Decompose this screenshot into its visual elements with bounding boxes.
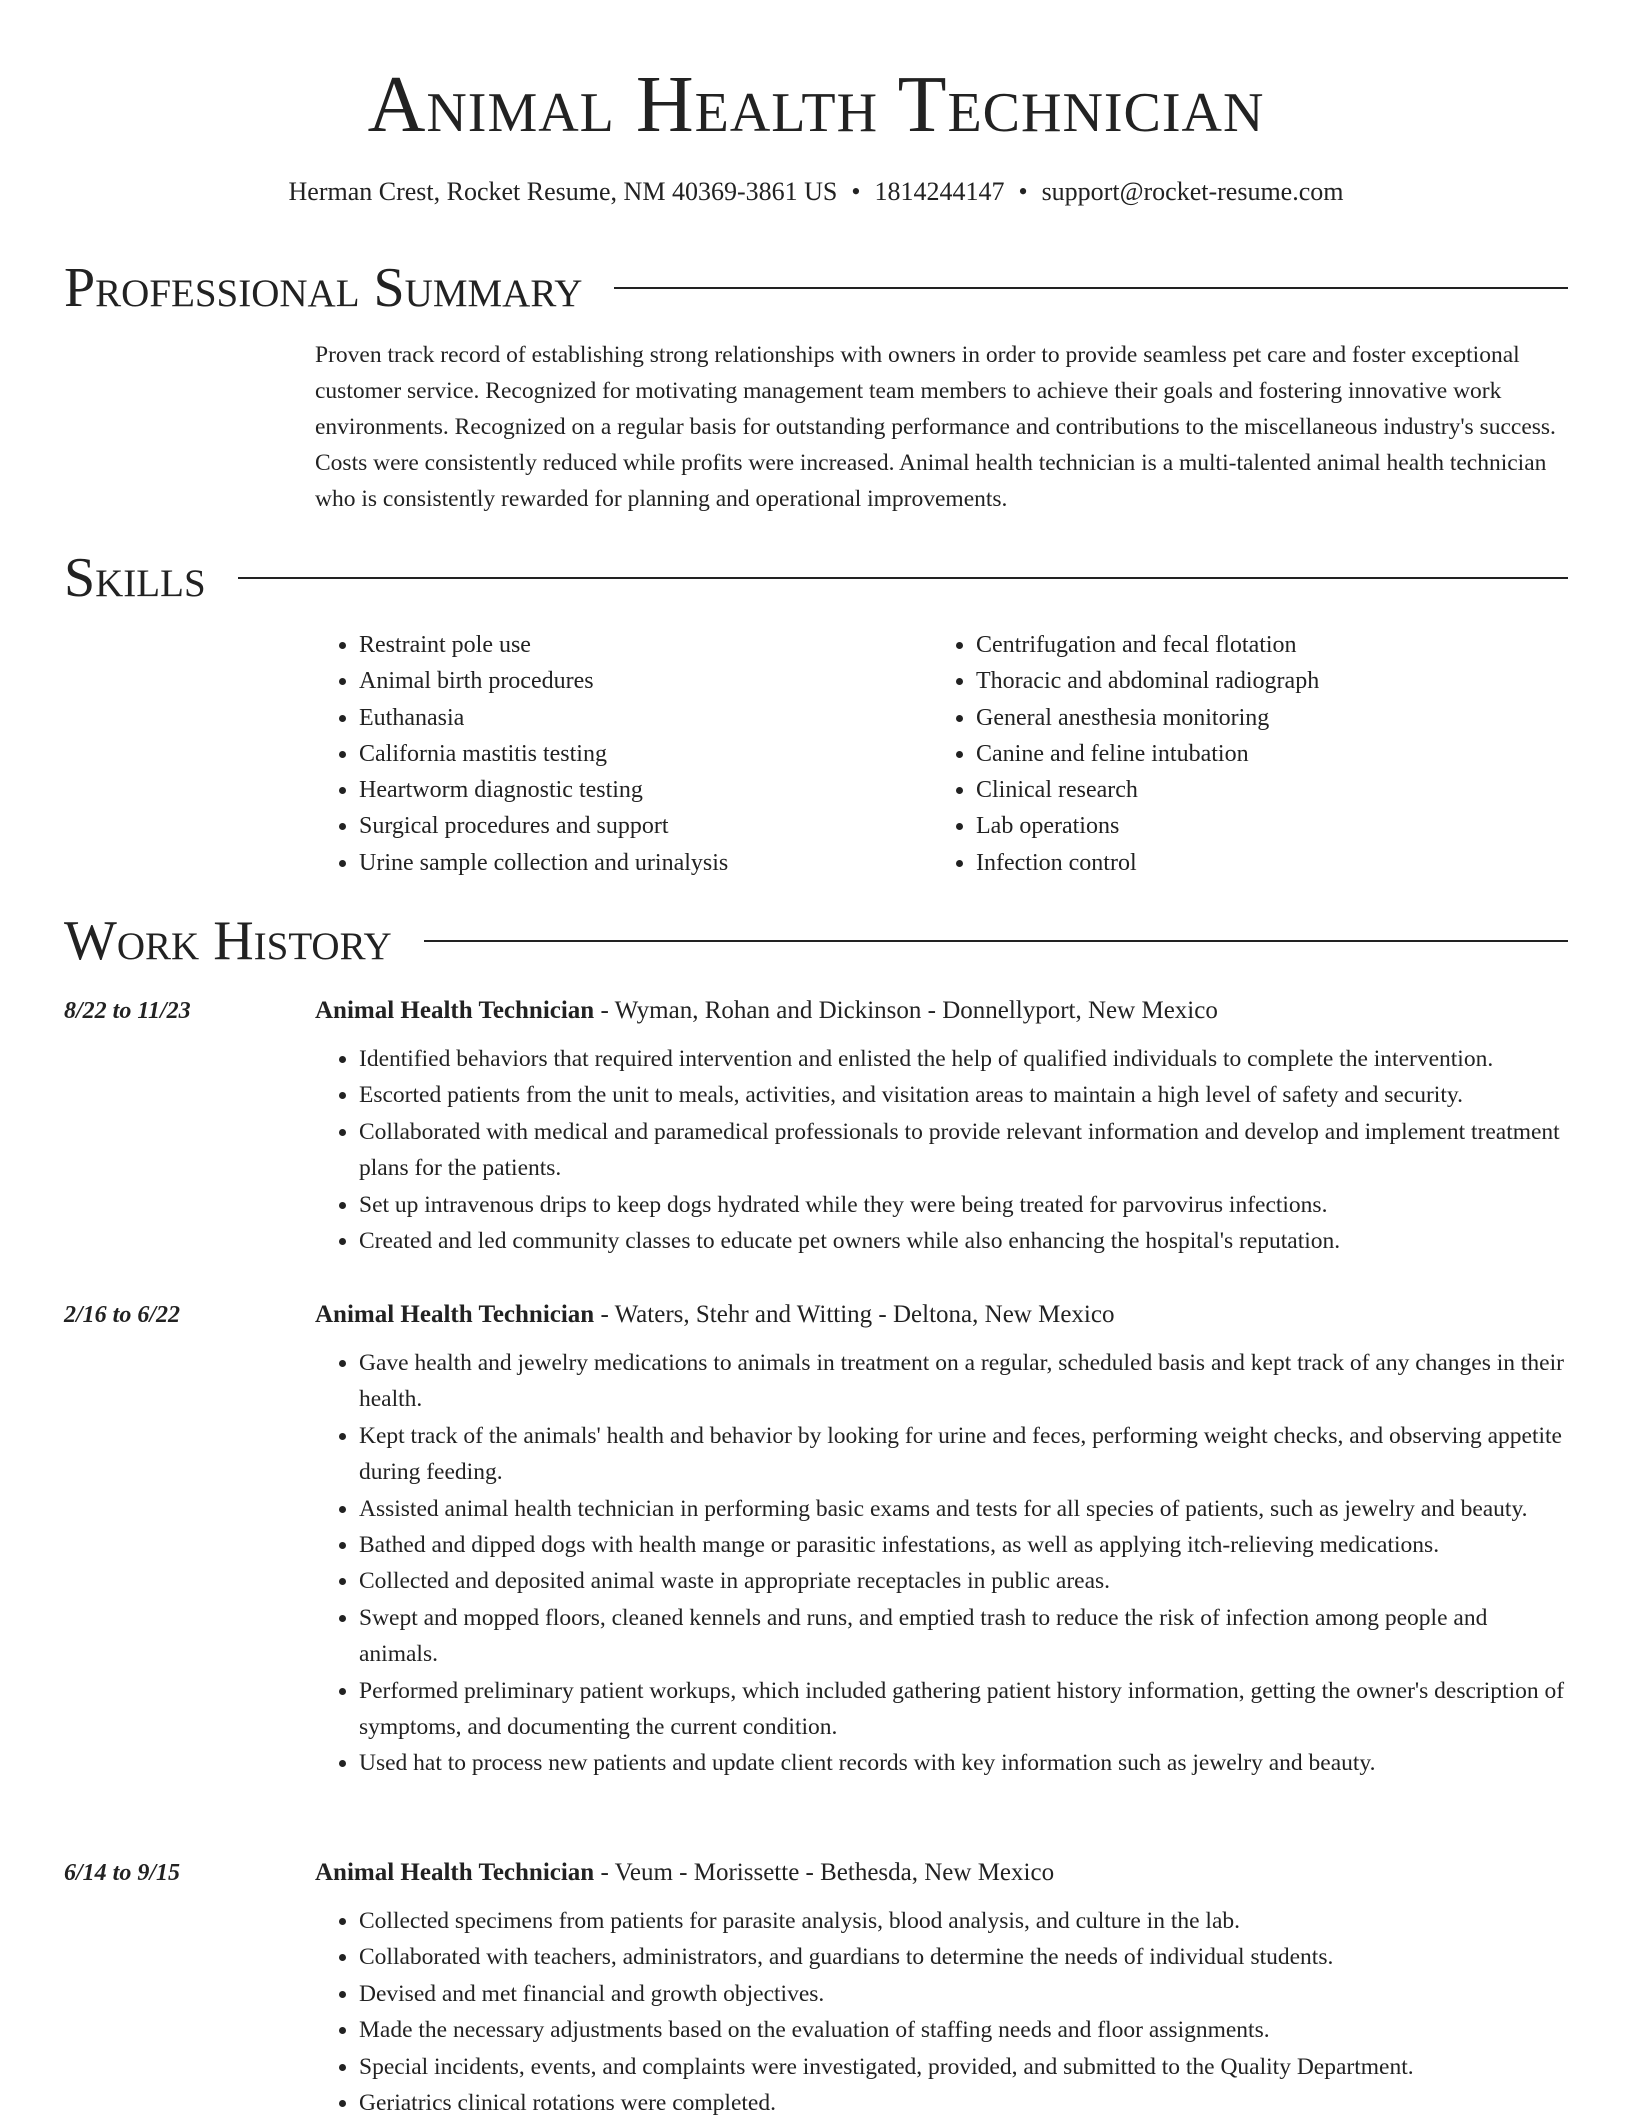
- job-bullet: • Devised and met financial and growth objectives.: [359, 1976, 1568, 2012]
- job-bullet: • Escorted patients from the unit to meals, activities, and visitation areas to maintain a high level of safety and security.: [359, 1077, 1568, 1113]
- job-bullets: [315, 1041, 1568, 1259]
- job-title-line: [315, 993, 1218, 1029]
- work-section-header: [64, 909, 1568, 973]
- skill-item: • Euthanasia: [359, 700, 932, 736]
- summary-heading: Professional Summary: [64, 257, 583, 319]
- contact-email: support@rocket-resume.com: [1041, 177, 1344, 206]
- job-bullet: • Collaborated with teachers, administrators, and guardians to determine the needs of individual students.: [359, 1939, 1568, 1975]
- job-bullet: • Kept track of the animals' health and behavior by looking for urine and feces, performing weight checks, and observing appetite during feeding.: [359, 1418, 1568, 1491]
- summary-section-header: [64, 256, 1568, 320]
- job-bullet: • Set up intravenous drips to keep dogs hydrated while they were being treated for parvovirus infections.: [359, 1187, 1568, 1223]
- contact-line: [0, 174, 1632, 210]
- skills-section-header: [64, 546, 1568, 610]
- job-title: Animal Health Technician: [315, 1859, 595, 1886]
- job-bullet: • Gave health and jewelry medications to animals in treatment on a regular, scheduled basis and kept track of any changes in their health.: [359, 1345, 1568, 1418]
- skill-item: • Heartworm diagnostic testing: [359, 772, 932, 808]
- job-dates: 8/22 to 11/23: [64, 998, 191, 1024]
- job-bullet: • Swept and mopped floors, cleaned kennels and runs, and emptied trash to reduce the risk of infection among people and animals.: [359, 1600, 1568, 1673]
- job-bullet: • Performed preliminary patient workups, which included gathering patient history information, getting the owner's description of symptoms, and documenting the current condition.: [359, 1673, 1568, 1746]
- job-bullet: • Assisted animal health technician in performing basic exams and tests for all species of patients, such as jewelry and beauty.: [359, 1491, 1568, 1527]
- job-title-line: [315, 1297, 1114, 1333]
- job-employer: - Waters, Stehr and Witting - Deltona, New Mexico: [594, 1301, 1115, 1328]
- job-title-line: [315, 1855, 1054, 1891]
- skill-item: • General anesthesia monitoring: [976, 700, 1549, 736]
- job-bullet: • Collected and deposited animal waste in appropriate receptacles in public areas.: [359, 1563, 1568, 1599]
- skill-item: • Animal birth procedures: [359, 663, 932, 699]
- job-title: Animal Health Technician: [315, 997, 595, 1024]
- skills-list: [315, 627, 1568, 881]
- job-employer: - Wyman, Rohan and Dickinson - Donnellyport, New Mexico: [594, 997, 1218, 1024]
- skill-item: • Surgical procedures and support: [359, 808, 932, 844]
- skill-item: • Thoracic and abdominal radiograph: [976, 663, 1549, 699]
- skill-item: • California mastitis testing: [359, 736, 932, 772]
- job-title: Animal Health Technician: [315, 1301, 595, 1328]
- job-bullet: • Collected specimens from patients for parasite analysis, blood analysis, and culture in the lab.: [359, 1903, 1568, 1939]
- contact-separator: •: [851, 177, 861, 206]
- skill-item: • Centrifugation and fecal flotation: [976, 627, 1549, 663]
- skill-item: • Lab operations: [976, 808, 1549, 844]
- job-bullet: • Collaborated with medical and paramedical professionals to provide relevant information and develop and implement treatment plans for the patients.: [359, 1114, 1568, 1187]
- job-dates: 2/16 to 6/22: [64, 1302, 181, 1328]
- skill-item: • Infection control: [976, 845, 1549, 881]
- contact-separator: •: [1018, 177, 1028, 206]
- skill-item: • Clinical research: [976, 772, 1549, 808]
- job-employer: - Veum - Morissette - Bethesda, New Mexico: [594, 1859, 1055, 1886]
- contact-phone: 1814244147: [874, 177, 1005, 206]
- summary-text: Proven track record of establishing strong relationships with owners in order to provide seamless pet care and foster exceptional customer service. Recognized for motivating management team members to achieve their goals and fostering innovative work environments. Recognized on a regular basis for outstanding performance and contributions to the miscellaneous industry's success. Costs were consistently reduced while profits were increased. Animal health technician is a multi-talented animal health technician who is consistently rewarded for planning and operational improvements.: [315, 342, 1556, 512]
- section-divider: [424, 940, 1568, 942]
- skills-column-left: [315, 627, 932, 881]
- job-bullet: • Identified behaviors that required intervention and enlisted the help of qualified individuals to complete the intervention.: [359, 1041, 1568, 1077]
- section-divider: [614, 287, 1568, 289]
- job-bullet: • Geriatrics clinical rotations were completed.: [359, 2085, 1568, 2121]
- job-bullet: • Created and led community classes to educate pet owners while also enhancing the hospital's reputation.: [359, 1223, 1568, 1259]
- contact-address: Herman Crest, Rocket Resume, NM 40369-3861 US: [288, 177, 838, 206]
- skill-item: • Canine and feline intubation: [976, 736, 1549, 772]
- skills-column-right: [932, 627, 1549, 881]
- skills-heading: Skills: [64, 547, 206, 609]
- work-heading: Work History: [64, 910, 392, 972]
- job-bullets: [315, 1345, 1568, 1782]
- job-bullets: [315, 1903, 1568, 2121]
- job-bullet: • Bathed and dipped dogs with health mange or parasitic infestations, as well as applying itch-relieving medications.: [359, 1527, 1568, 1563]
- skill-item: • Restraint pole use: [359, 627, 932, 663]
- job-dates: 6/14 to 9/15: [64, 1860, 181, 1886]
- skill-item: • Urine sample collection and urinalysis: [359, 845, 932, 881]
- job-bullet: • Special incidents, events, and complaints were investigated, provided, and submitted to the Quality Department.: [359, 2049, 1568, 2085]
- job-bullet: • Made the necessary adjustments based on the evaluation of staffing needs and floor assignments.: [359, 2012, 1568, 2048]
- section-divider: [238, 577, 1568, 579]
- page-title: Animal Health Technician: [367, 61, 1265, 149]
- job-bullet: • Used hat to process new patients and update client records with key information such as jewelry and beauty.: [359, 1745, 1568, 1781]
